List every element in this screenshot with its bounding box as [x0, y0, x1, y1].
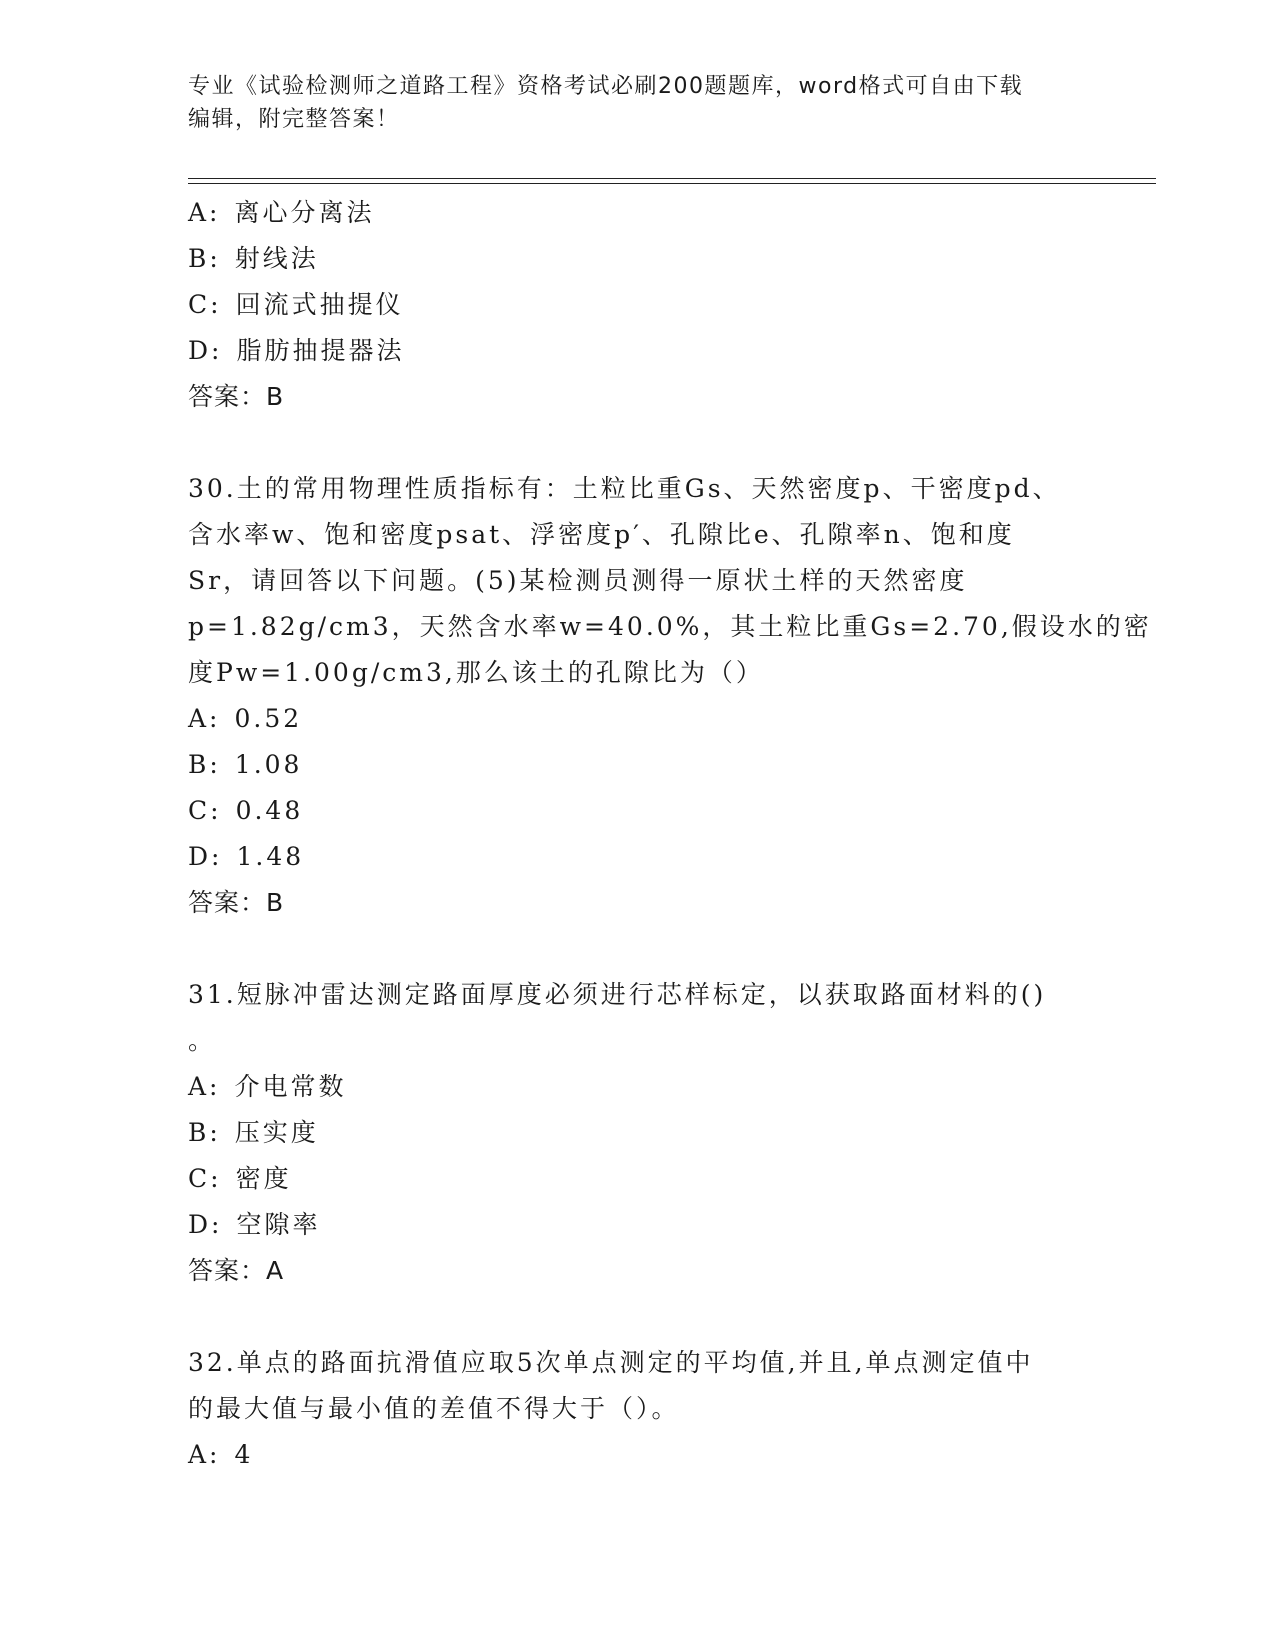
spacer [188, 926, 1088, 972]
question-block-29 [188, 190, 1088, 420]
option-text: 4 [234, 1440, 254, 1469]
option-text: 0.52 [234, 704, 303, 733]
option-letter: B: [188, 750, 221, 779]
option-c [188, 788, 1088, 834]
question-line: 的最大值与最小值的差值不得大于（）。 [188, 1394, 680, 1423]
option-a [188, 1064, 1088, 1110]
option-text: 1.48 [236, 842, 305, 871]
option-letter: D: [188, 1210, 223, 1239]
option-letter: A: [188, 704, 221, 733]
option-a [188, 696, 1088, 742]
option-b [188, 1110, 1088, 1156]
option-letter: A: [188, 1072, 221, 1101]
option-text: 空隙率 [236, 1210, 321, 1239]
option-b [188, 742, 1088, 788]
question-line: Sr，请回答以下问题。(5)某检测员测得一原状土样的天然密度 [188, 566, 968, 595]
option-b [188, 236, 1088, 282]
header-line-2: 编辑，附完整答案！ [188, 107, 400, 132]
option-text: 密度 [235, 1164, 292, 1193]
option-text: 射线法 [234, 244, 319, 273]
option-text: 压实度 [234, 1118, 319, 1147]
spacer [188, 1294, 1088, 1340]
question-text [188, 1340, 1048, 1432]
option-text: 离心分离法 [234, 198, 375, 227]
option-d [188, 1202, 1088, 1248]
option-letter: C: [188, 290, 222, 319]
option-letter: C: [188, 796, 222, 825]
option-a [188, 1432, 1088, 1478]
question-line: 31.短脉冲雷达测定路面厚度必须进行芯样标定，以获取路面材料的() [188, 980, 1047, 1009]
option-letter: A: [188, 1440, 221, 1469]
option-letter: B: [188, 244, 221, 273]
question-text [188, 466, 1152, 696]
question-list [188, 190, 1152, 1478]
question-text [188, 972, 1048, 1064]
header-divider-bottom [188, 183, 1156, 184]
header-divider-top [188, 178, 1156, 179]
option-a [188, 190, 1088, 236]
option-text: 脂肪抽提器法 [236, 336, 405, 365]
option-letter: A: [188, 198, 221, 227]
page-header [188, 70, 1068, 136]
option-d [188, 328, 1088, 374]
answer-line: 答案：B [188, 382, 285, 411]
option-c [188, 1156, 1088, 1202]
answer-line: 答案：B [188, 888, 285, 917]
question-line: 32.单点的路面抗滑值应取5次单点测定的平均值,并且,单点测定值中 [188, 1348, 1034, 1377]
option-text: 1.08 [234, 750, 303, 779]
option-letter: D: [188, 336, 223, 365]
question-line: 。 [188, 1026, 217, 1055]
spacer [188, 420, 1088, 466]
header-line-1: 专业《试验检测师之道路工程》资格考试必刷200题题库，word格式可自由下载 [188, 74, 1024, 99]
answer-line: 答案：A [188, 1256, 285, 1285]
option-c [188, 282, 1088, 328]
option-d [188, 834, 1088, 880]
option-letter: C: [188, 1164, 222, 1193]
question-line: 30.土的常用物理性质指标有：土粒比重Gs、天然密度p、干密度pd、 [188, 474, 1061, 503]
option-letter: D: [188, 842, 223, 871]
question-block-30 [188, 466, 1152, 926]
option-text: 0.48 [235, 796, 304, 825]
question-line: p=1.82g/cm3，天然含水率w=40.0%，其土粒比重Gs=2.70,假设水的密 [188, 612, 1152, 641]
option-text: 介电常数 [234, 1072, 347, 1101]
option-letter: B: [188, 1118, 221, 1147]
option-text: 回流式抽提仪 [235, 290, 404, 319]
question-block-31 [188, 972, 1088, 1294]
question-line: 含水率w、饱和密度psat、浮密度p′、孔隙比e、孔隙率n、饱和度 [188, 520, 1015, 549]
question-line: 度Pw=1.00g/cm3,那么该土的孔隙比为（） [188, 658, 764, 687]
question-block-32 [188, 1340, 1088, 1478]
